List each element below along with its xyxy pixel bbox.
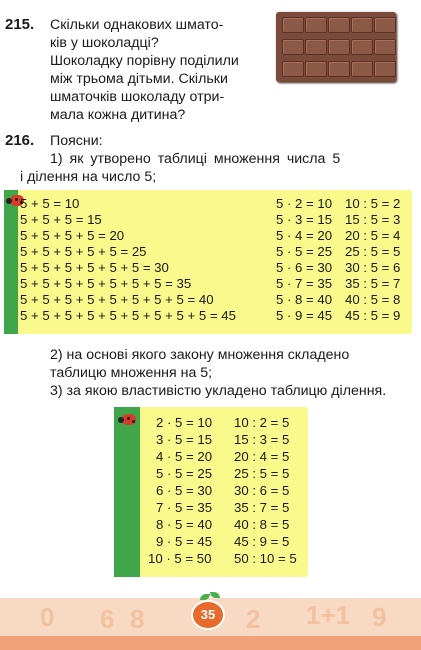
task-215-line: мала кожна дитина? <box>50 107 186 123</box>
chocolate-bar-image <box>276 12 396 82</box>
decor-digit: 2 <box>246 604 261 634</box>
quotient-row: 15 : 5 = 3 <box>345 212 401 227</box>
sum-row: 5 + 5 + 5 + 5 + 5 = 25 <box>20 244 147 259</box>
ladybug-icon <box>118 412 138 426</box>
task-216-question-1-cont: і ділення на число 5; <box>20 169 157 185</box>
quotient-row: 20 : 4 = 5 <box>234 449 290 464</box>
product-row: 6 · 5 = 30 <box>156 483 213 498</box>
sum-row: 5 + 5 + 5 + 5 + 5 + 5 + 5 + 5 = 40 <box>20 292 214 307</box>
quotient-row: 45 : 9 = 5 <box>234 534 290 549</box>
product-row: 4 · 5 = 20 <box>156 449 213 464</box>
quotient-row: 50 : 10 = 5 <box>234 551 297 566</box>
quotient-row: 40 : 5 = 8 <box>345 292 401 307</box>
quotient-row: 10 : 2 = 5 <box>234 415 290 430</box>
task-215-line: ків у шоколадці? <box>50 35 159 51</box>
quotient-row: 20 : 5 = 4 <box>345 228 401 243</box>
product-row: 5 · 5 = 25 <box>156 466 213 481</box>
task-216-question-1: 1) як утворено таблиці множення числа 5 <box>50 151 341 167</box>
product-row: 5 · 9 = 45 <box>276 308 333 323</box>
sum-row: 5 + 5 + 5 + 5 + 5 + 5 + 5 + 5 + 5 = 45 <box>20 308 236 323</box>
task-216-question-2-cont: таблицю множення на 5; <box>50 365 213 381</box>
footer-band <box>0 636 421 650</box>
task-215-line: між трьома дітьми. Скільки <box>50 71 228 87</box>
product-row: 2 · 5 = 10 <box>156 415 213 430</box>
page-number: 35 <box>200 607 216 622</box>
task-216-question-2: 2) на основі якого закону множення складено <box>50 347 350 363</box>
quotient-row: 30 : 6 = 5 <box>234 483 290 498</box>
product-row: 5 · 2 = 10 <box>276 196 333 211</box>
product-row: 8 · 5 = 40 <box>156 517 213 532</box>
decor-digit: 1+1 <box>306 600 351 630</box>
product-row: 5 · 7 = 35 <box>276 276 333 291</box>
task-215-line: Шоколадку порівну поділили <box>50 53 239 69</box>
decor-digit: 8 <box>130 604 145 634</box>
task-215-line: Скільки однакових шмато- <box>50 17 224 33</box>
multiplication-table-panel-1 <box>4 190 412 334</box>
quotient-row: 10 : 5 = 2 <box>345 196 401 211</box>
quotient-row: 15 : 3 = 5 <box>234 432 290 447</box>
task-216-number: 216. <box>5 132 35 149</box>
quotient-row: 35 : 5 = 7 <box>345 276 401 291</box>
product-row: 5 · 3 = 15 <box>276 212 333 227</box>
decor-digit: 0 <box>40 602 55 632</box>
multiplication-table-panel-2 <box>114 407 308 577</box>
task-216-intro: Поясни: <box>50 133 103 149</box>
product-row: 3 · 5 = 15 <box>156 432 213 447</box>
product-row: 5 · 4 = 20 <box>276 228 333 243</box>
task-215-number: 215. <box>5 16 35 33</box>
product-row: 9 · 5 = 45 <box>156 534 213 549</box>
quotient-row: 25 : 5 = 5 <box>234 466 290 481</box>
sum-row: 5 + 5 + 5 + 5 + 5 + 5 = 30 <box>20 260 169 275</box>
panel-strip <box>114 407 140 577</box>
product-row: 5 · 8 = 40 <box>276 292 333 307</box>
product-row: 10 · 5 = 50 <box>148 551 212 566</box>
page-number-badge <box>191 600 225 630</box>
quotient-row: 30 : 5 = 6 <box>345 260 401 275</box>
task-215-line: шматочків шоколаду отри- <box>50 89 225 105</box>
product-row: 5 · 5 = 25 <box>276 244 333 259</box>
sum-row: 5 + 5 + 5 = 15 <box>20 212 102 227</box>
sum-row: 5 + 5 = 10 <box>20 196 80 211</box>
decor-digit: 9 <box>372 602 387 632</box>
product-row: 7 · 5 = 35 <box>156 500 213 515</box>
quotient-row: 25 : 5 = 5 <box>345 244 401 259</box>
decor-digit: 6 <box>100 604 115 634</box>
sum-row: 5 + 5 + 5 + 5 = 20 <box>20 228 125 243</box>
quotient-row: 40 : 8 = 5 <box>234 517 290 532</box>
panel-strip <box>4 190 18 334</box>
quotient-row: 35 : 7 = 5 <box>234 500 290 515</box>
quotient-row: 45 : 5 = 9 <box>345 308 401 323</box>
sum-row: 5 + 5 + 5 + 5 + 5 + 5 + 5 = 35 <box>20 276 192 291</box>
product-row: 5 · 6 = 30 <box>276 260 333 275</box>
task-216-question-3: 3) за якою властивістю укладено таблицю ділення. <box>50 383 387 399</box>
